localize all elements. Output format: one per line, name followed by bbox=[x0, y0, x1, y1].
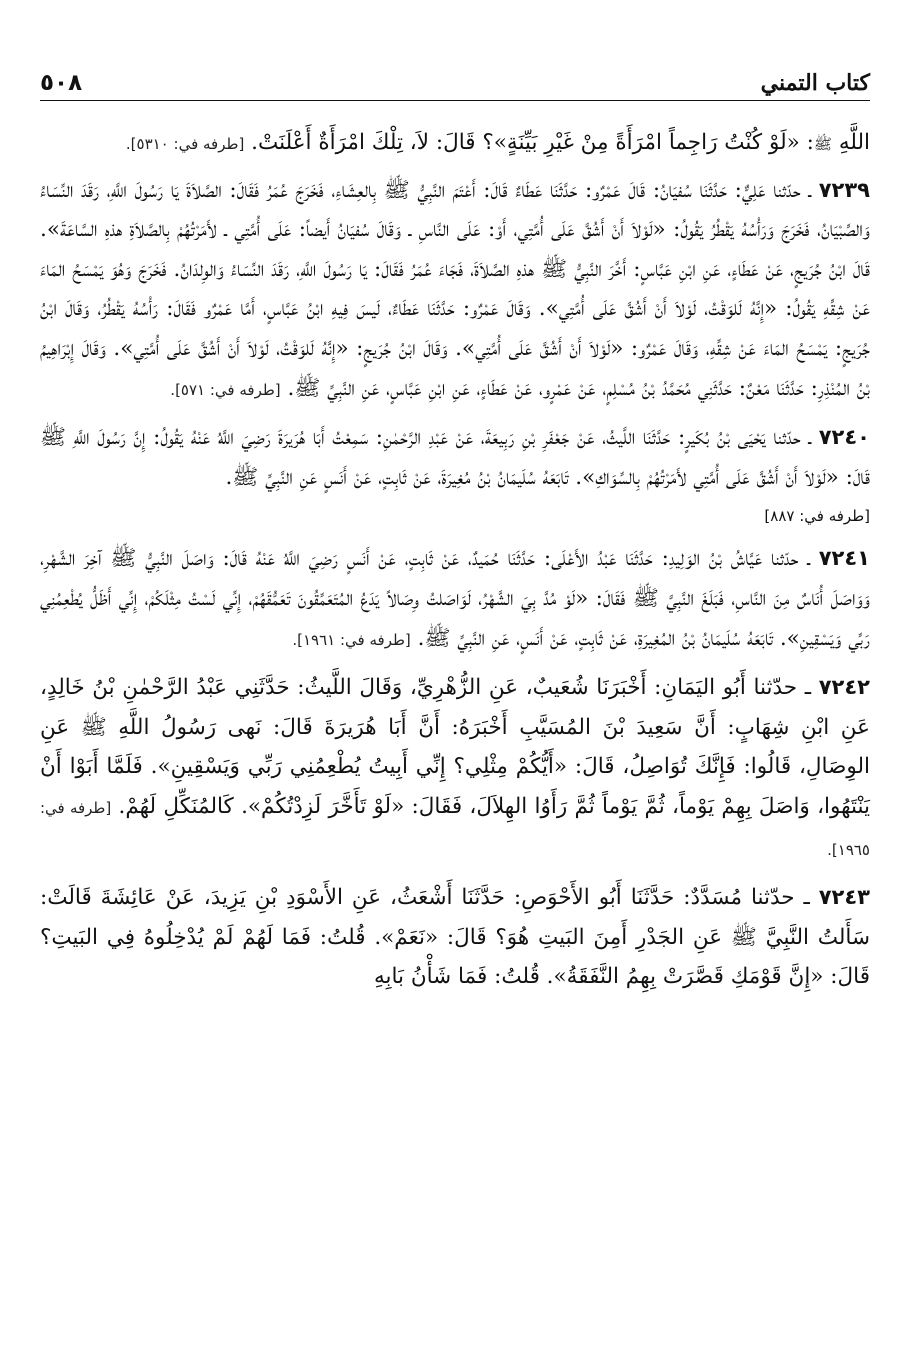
continuation-paragraph bbox=[40, 123, 870, 165]
hadith-7239 bbox=[40, 171, 870, 411]
hadith-text: ـ حدّثنا مُسَدَّدٌ: حَدَّثَنَا أَبُو الأَحْوَصِ: حَدَّثَنَا أَشْعَثُ، عَنِ الأَسْوَدِ بْنِ يَزِيدَ، عَنْ عَائِشَةَ قَالَتْ: سَأَلتُ النَّبِيَّ ﷺ عَنِ الجَدْرِ أَمِنَ البَيتِ هُوَ؟ قَالَ: «نَعَمْ». قُلتُ: فَمَا لَهُمْ لَمْ يُدْخِلُوهُ فِي البَيتِ؟ قَالَ: «إِنَّ قَوْمَكِ قَصَّرَتْ بِهِمُ النَّفَقَةُ». قُلتُ: فَمَا شَأْنُ بَابِهِ bbox=[40, 885, 870, 990]
hadith-7243 bbox=[40, 878, 870, 997]
hadith-number: ٧٢٤١ bbox=[818, 546, 870, 571]
paragraph-text: : «لَوْ كُنْتُ رَاجِماً امْرَأَةً مِنْ غَيْرِ بَيِّنَةٍ»؟ قَالَ: لاَ، تِلْكَ امْرَأَةٌ أَعْلَنَتْ. bbox=[251, 130, 814, 155]
page-body bbox=[40, 123, 870, 997]
cross-reference-note: [طرفه في: ٨٨٧] bbox=[764, 507, 870, 526]
running-title: كتاب التمني bbox=[760, 70, 870, 96]
hadith-number: ٧٢٣٩ bbox=[818, 177, 870, 202]
hadith-number: ٧٢٤٣ bbox=[818, 885, 870, 910]
page bbox=[40, 56, 870, 1346]
cross-reference-note: [طرفه في: ٥٣١٠]. bbox=[125, 135, 245, 153]
hadith-text: ـ حدّثنا يَحْيَى بْنُ بُكَيرٍ: حَدَّثَنَا اللَّيثُ، عَنْ جَعْفَرِ بْنِ رَبِيعَةَ، عَنْ عَبْدِ الرَّحْمٰنِ: سَمِعْتُ أَبَا هُرَيرَةَ رَضِيَ اللَّهُ عَنْهُ يَقُولُ: إِنَّ رَسُولَ اللَّهِ ﷺ قَالَ: «لَوْلاَ أَنْ أَشُقَّ عَلَى أُمَّتِي لأَمَرْتُهُمْ بِالسِّوَاكِ». تَابَعَهُ سُلَيمَانُ بْنُ مُغِيرَةَ، عَنْ ثَابِتٍ، عَنْ أَنَسٍ عَنِ النَّبِيِّ ﷺ. bbox=[40, 425, 870, 490]
hadith-number: ٧٢٤٠ bbox=[818, 425, 870, 450]
cross-reference-note: [طرفه في: ١٩٦٥]. bbox=[40, 798, 870, 859]
cross-reference-note: [طرفه في: ٥٧١]. bbox=[170, 380, 281, 399]
hadith-7242 bbox=[40, 668, 870, 870]
cross-reference-note: [طرفه في: ١٩٦١]. bbox=[292, 630, 411, 649]
salutation-symbol: ﷺ bbox=[813, 135, 832, 153]
paragraph-text: اللَّهِ bbox=[838, 130, 870, 155]
hadith-text: ـ حدّثنا عَلِيٌّ: حَدَّثَنَا سُفيَانُ: قَالَ عَمْرٌو: حَدَّثَنَا عَطَاءٌ قَالَ: أَعْتَمَ النَّبِيُّ ﷺ بِالعِشَاءِ، فَخَرَجَ عُمَرُ فَقَالَ: الصَّلاَةَ يَا رَسُولَ اللَّهِ، رَقَدَ النِّسَاءُ وَالصِّبْيَانُ، فَخَرَجَ وَرَأْسُهُ يَقْطُرُ يَقُولُ: «لَوْلاَ أَنْ أَشُقَّ عَلَى أُمَّتِي، أَوْ: عَلَى النَّاسِ ـ وَقَالَ سُفيَانُ أَيضاً: عَلَى أُمَّتِي ـ لأَمَرْتُهُمْ بِالصَّلاَةِ هذهِ السَّاعَةَ». قَالَ ابْنُ جُرَيجٍ، عَنْ عَطَاءٍ، عَنِ ابْنِ عَبَّاسٍ: أَخَّرَ النَّبِيُّ ﷺ هذهِ الصَّلاَةَ، فَجَاءَ عُمَرُ فَقَالَ: يَا رَسُولَ اللَّهِ، رَقَدَ النِّسَاءُ وَالوِلدَانُ. فَخَرَجَ وَهُوَ يَمْسَحُ المَاءَ عَنْ شِقِّهِ يَقُولُ: «إِنَّهُ لَلوَقْتُ، لَوْلاَ أَنْ أَشُقَّ عَلَى أُمَّتِي». وَقَالَ عَمْرٌو: حَدَّثَنَا عَطَاءٌ، لَيسَ فِيهِ ابْنُ عَبَّاسٍ، أَمَّا عَمْرٌو فَقَالَ: رَأْسُهُ يَقْطُرُ، وَقَالَ ابْنُ جُرَيجٍ: يَمْسَحُ المَاءَ عَنْ شِقِّهِ، وَقَالَ عَمْرٌو: «لَوْلاَ أَنْ أَشُقَّ عَلَى أُمَّتِي». وَقَالَ ابْنُ جُرَيجٍ: «إِنَّهُ لَلوَقْتُ، لَوْلاَ أَنْ أَشُقَّ عَلَى أُمَّتِي». وَقَالَ إِبْرَاهِيمُ بْنُ المُنْذِرِ: حَدَّثَنَا مَعْنٌ: حَدَّثَنِي مُحَمَّدُ بْنُ مُسْلِمٍ، عَنْ عَمْرٍو، عَنْ عَطَاءٍ، عَنِ ابْنِ عَبَّاسٍ، عَنِ النَّبِيِّ ﷺ. bbox=[40, 177, 870, 401]
hadith-7240 bbox=[40, 418, 870, 497]
hadith-text: ـ حدّثنا عَيَّاشُ بْنُ الوَلِيدِ: حَدَّثَنَا عَبْدُ الأَعْلَى: حَدَّثَنَا حُمَيدٌ، عَنْ ثَابِتٍ، عَنْ أَنَسٍ رَضِيَ اللَّهُ عَنْهُ قَالَ: وَاصَلَ النَّبِيُّ ﷺ آخِرَ الشَّهْرِ، وَوَاصَلَ أُنَاسٌ مِنَ النَّاسِ، فَبَلَغَ النَّبِيَّ ﷺ فَقَالَ: «لَوْ مُدَّ بِيَ الشَّهْرُ، لَوَاصَلتُ وِصَالاً يَدَعُ المُتَعَمِّقُونَ تَعَمُّقَهُمْ، إِنِّي لَسْتُ مِثْلَكُمْ، إِنِّي أَظَلُّ يُطْعِمُنِي رَبِّي وَيَسْقِينِ». تَابَعَهُ سُلَيمَانُ بْنُ المُغِيرَةِ، عَنْ ثَابِتٍ، عَنْ أَنَسٍ، عَنِ النَّبِيِّ ﷺ. bbox=[40, 546, 870, 651]
hadith-text: ـ حدّثنا أَبُو اليَمَانِ: أَخْبَرَنَا شُعَيبٌ، عَنِ الزُّهْرِيِّ، وَقَالَ اللَّيثُ: حَدَّثَنِي عَبْدُ الرَّحْمٰنِ بْنُ خَالِدٍ، عَنِ ابْنِ شِهَابٍ: أَنَّ سَعِيدَ بْنَ المُسَيَّبِ أَخْبَرَهُ: أَنَّ أَبَا هُرَيرَةَ قَالَ: نَهى رَسُولُ اللَّهِ ﷺ عَنِ الوِصَالِ، قَالُوا: فَإِنَّكَ تُوَاصِلُ، قَالَ: «أَيُّكُمْ مِثْلِي؟ إِنِّي أَبِيتُ يُطْعِمُنِي رَبِّي وَيَسْقِينِ». فَلَمَّا أَبَوْا أَنْ يَنْتَهُوا، وَاصَلَ بِهِمْ يَوْماً، ثُمَّ يَوْماً ثُمَّ رَأَوُا الهِلاَلَ، فَقَالَ: «لَوْ تَأَخَّرَ لَزِدْتُكُمْ». كَالمُنَكِّلِ لَهُمْ. bbox=[40, 675, 870, 819]
page-number: ٥٠٨ bbox=[40, 70, 83, 96]
hadith-number: ٧٢٤٢ bbox=[818, 675, 870, 700]
page-header bbox=[40, 56, 870, 101]
hadith-7241 bbox=[40, 539, 870, 660]
